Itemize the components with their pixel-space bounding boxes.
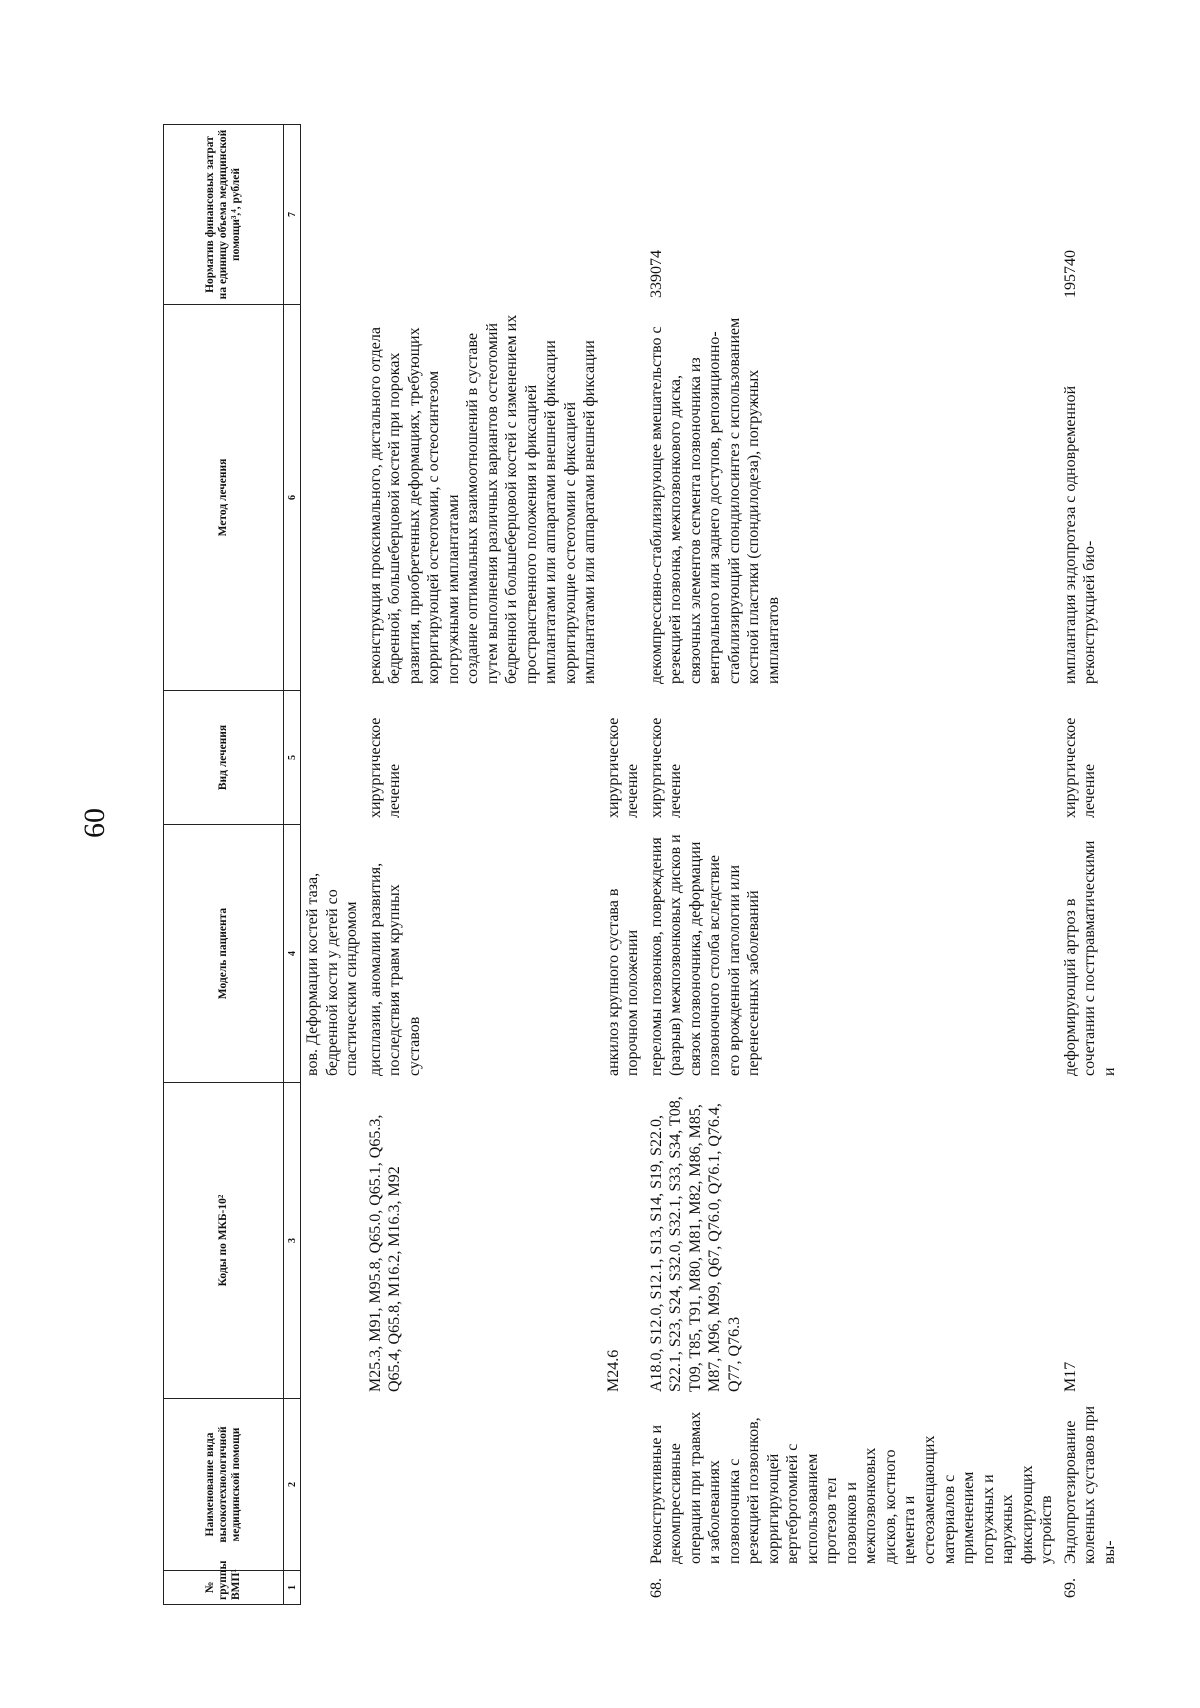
cell-num <box>364 1571 602 1605</box>
table-row <box>602 125 645 1605</box>
cell-method <box>602 305 645 691</box>
cell-name <box>364 1399 602 1571</box>
cell-num: 69. <box>1061 1578 1079 1598</box>
cell-cost <box>301 125 364 305</box>
cell-type <box>301 691 364 825</box>
cell-type: хирургическое лечение <box>604 717 642 818</box>
table-row <box>301 125 364 1605</box>
header-treatment-method: Метод лечения <box>164 305 284 691</box>
header-patient-model: Модель пациента <box>164 825 284 1083</box>
header-treatment-type: Вид лечения <box>164 691 284 825</box>
cell-codes <box>301 1083 364 1399</box>
header-group-number: № группы ВМП¹ <box>164 1571 284 1605</box>
cell-method <box>301 305 364 691</box>
column-number: 7 <box>284 125 301 305</box>
cell-cost: 339074 <box>647 250 665 298</box>
table-row <box>1059 125 1122 1605</box>
cell-type: хирургическое лечение <box>1061 717 1099 818</box>
column-number: 1 <box>284 1571 301 1605</box>
column-number: 4 <box>284 825 301 1083</box>
header-vmp-name: Наименование вида высокотехнологичной медицинской помощи <box>164 1399 284 1571</box>
cell-model: переломы позвонков, повреждения (разрыв) межпозвонковых дисков и связок позвоночника, деформации позвоночного столба вследствие его врожденной патологии или перенесенных заболеваний <box>647 834 763 1076</box>
cell-method: декомпрессивно-стабилизирующее вмешательство с резекцией позвонка, межпозвонкового диска, связочных элементов сегмента позвоночника из вентрального или заднего доступов, репозиционно-стабилизирующий спондилосинтез с использованием костной пластики (спондилодеза), погружных имплантатов <box>647 317 782 684</box>
cell-num: 68. <box>647 1578 665 1598</box>
cell-codes: M25.3, M91, M95.8, Q65.0, Q65.1, Q65.3, Q65.4, Q65.8, M16.2, M16.3, M92 <box>366 1114 404 1392</box>
cell-model: дисплазии, аномалии развития, последствия травм крупных суставов <box>366 862 423 1076</box>
cell-model: анкилоз крупного сустава в порочном положении <box>604 888 642 1076</box>
cell-num <box>602 1571 645 1605</box>
cell-cost <box>602 125 645 305</box>
cell-name: Реконструктивные и декомпрессивные операции при травмах и заболеваниях позвоночника с резекцией позвонков, корригирующей вертебротомией с использованием протезов тел позвонков и межпозвонковых дисков, костного цемента и остеозамещающих материалов с применением погружных и наружных фиксирующих устройств <box>647 1411 1056 1564</box>
rotated-table-container <box>163 125 1118 1605</box>
column-number: 2 <box>284 1399 301 1571</box>
table-row <box>645 125 1059 1605</box>
cell-codes: A18.0, S12.0, S12.1, S13, S14, S19, S22.0, S22.1, S23, S24, S32.0, S32.1, S33, S34, T08, T09, T85, T91, M80, M81, M82, M86, M85, M87, M96, M99, Q67, Q76.0, Q76.1, Q76.4, Q77, Q76.3 <box>647 1096 743 1392</box>
vmp-table <box>163 124 1121 1605</box>
cell-name: Эндопротезирование коленных суставов при вы- <box>1061 1405 1118 1564</box>
cell-name <box>602 1399 645 1571</box>
cell-cost <box>364 125 602 305</box>
cell-cost: 195740 <box>1061 250 1079 298</box>
column-number: 5 <box>284 691 301 825</box>
cell-model: вов. Деформации костей таза, бедренной кости у детей со спастическим синдромом <box>304 872 361 1076</box>
page-number: 60 <box>78 808 111 838</box>
column-numbers-row <box>284 125 301 1605</box>
cell-type: хирургическое лечение <box>366 717 404 818</box>
header-cost-norm: Норматив финансовых затрат на единицу объема медицинской помощи³,⁴, рублей <box>164 125 284 305</box>
cell-name <box>301 1399 364 1571</box>
table-row <box>364 125 602 1605</box>
header-icd-codes: Коды по МКБ-10² <box>164 1083 284 1399</box>
cell-method: имплантация эндопротеза с одновременной реконструкцией био- <box>1061 385 1099 684</box>
cell-model: деформирующий артроз в сочетании с посттравматическими и <box>1061 840 1118 1076</box>
column-number: 3 <box>284 1083 301 1399</box>
cell-type: хирургическое лечение <box>647 717 685 818</box>
cell-num <box>301 1571 364 1605</box>
cell-codes: M17 <box>1061 1361 1079 1392</box>
cell-codes: M24.6 <box>604 1349 622 1392</box>
cell-method: реконструкция проксимального, дистального отдела бедренной, большеберцовой костей при пороках развития, приобретенных деформациях, требующих корригирующей остеотомии, с остеосинтезом погружными имплантатами создание оптимальных взаимоотношений в суставе путем выполнения различных вариантов остеотомий бедренной и большеберцовой костей с изменением их пространственного положения и фиксацией имплантатами или аппаратами внешней фиксации корригирующие остеотомии с фиксацией имплантатами или аппаратами внешней фиксации <box>366 314 599 684</box>
column-number: 6 <box>284 305 301 691</box>
